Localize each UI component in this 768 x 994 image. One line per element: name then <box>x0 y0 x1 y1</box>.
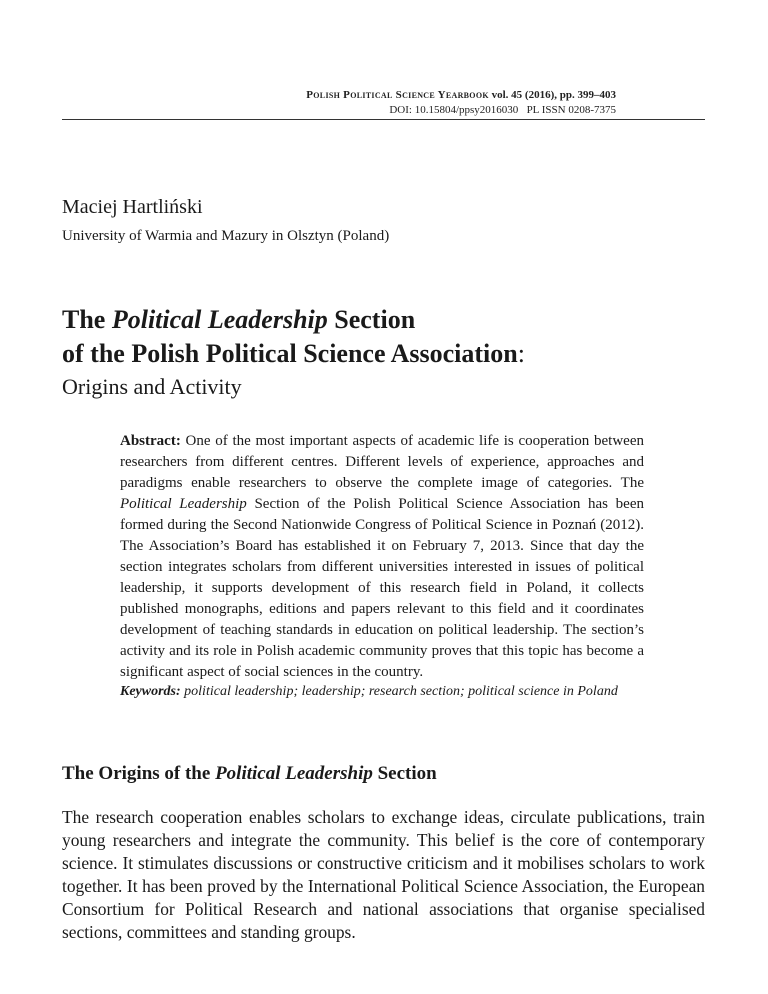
keywords-label: Keywords: <box>120 684 181 699</box>
doi: DOI: 10.15804/ppsy2016030 <box>389 104 519 116</box>
abstract-text-1: One of the most important aspects of academic life is cooperation between researchers from different centres. Different levels of experience, approaches and paradigms enable researchers to observe the complete image of categories. The <box>120 433 644 491</box>
section-paragraph: The research cooperation enables scholars to exchange ideas, circulate publications, train young researchers and integrate the community. This belief is the core of contemporary science. It stimulates discussions or constructive criticism and it mobilises scholars to work together. It has been proved by the International Political Science Association, the European Consortium for Political Research and national associations that organise specialised sections, committees and standing groups. <box>62 807 705 942</box>
running-header <box>306 88 616 118</box>
author-name: Maciej Hartliński <box>62 196 203 218</box>
author-affiliation: University of Warmia and Mazury in Olsztyn (Poland) <box>62 228 390 244</box>
abstract-italic: Political Leadership <box>120 496 247 512</box>
title-line-1: The Political Leadership Section <box>62 305 416 334</box>
header-rule <box>62 119 705 120</box>
article-title <box>62 303 525 371</box>
article-subtitle: Origins and Activity <box>62 374 242 399</box>
header-citation-line <box>306 88 616 103</box>
issn: PL ISSN 0208-7375 <box>526 104 616 116</box>
journal-name: Polish Political Science Yearbook <box>306 89 489 101</box>
volume-pages: vol. 45 (2016), pp. 399–403 <box>491 89 616 101</box>
abstract-label: Abstract: <box>120 433 181 449</box>
section-heading: The Origins of the Political Leadership Section <box>62 763 437 784</box>
keywords <box>120 682 680 702</box>
keywords-text: political leadership; leadership; research section; political science in Poland <box>180 684 618 699</box>
title-italic: Political Leadership <box>111 305 328 334</box>
title-line-2: of the Polish Political Science Association: <box>62 339 525 368</box>
header-id-line <box>306 103 616 118</box>
abstract-text-2: Section of the Polish Political Science Association has been formed during the Second Nationwide Congress of Political Science in Poznań (2012). The Association’s Board has established it on February 7, 2013. Since that day the section integrates scholars from different universities interested in issues of political leadership, it supports development of this research field in Poland, it collects published monographs, editions and papers relevant to this field and it coordinates development of teaching standards in education on political leadership. The section’s activity and its role in Polish academic community proves that this topic has become a significant aspect of social sciences in the country. <box>120 496 644 680</box>
abstract <box>120 431 644 683</box>
